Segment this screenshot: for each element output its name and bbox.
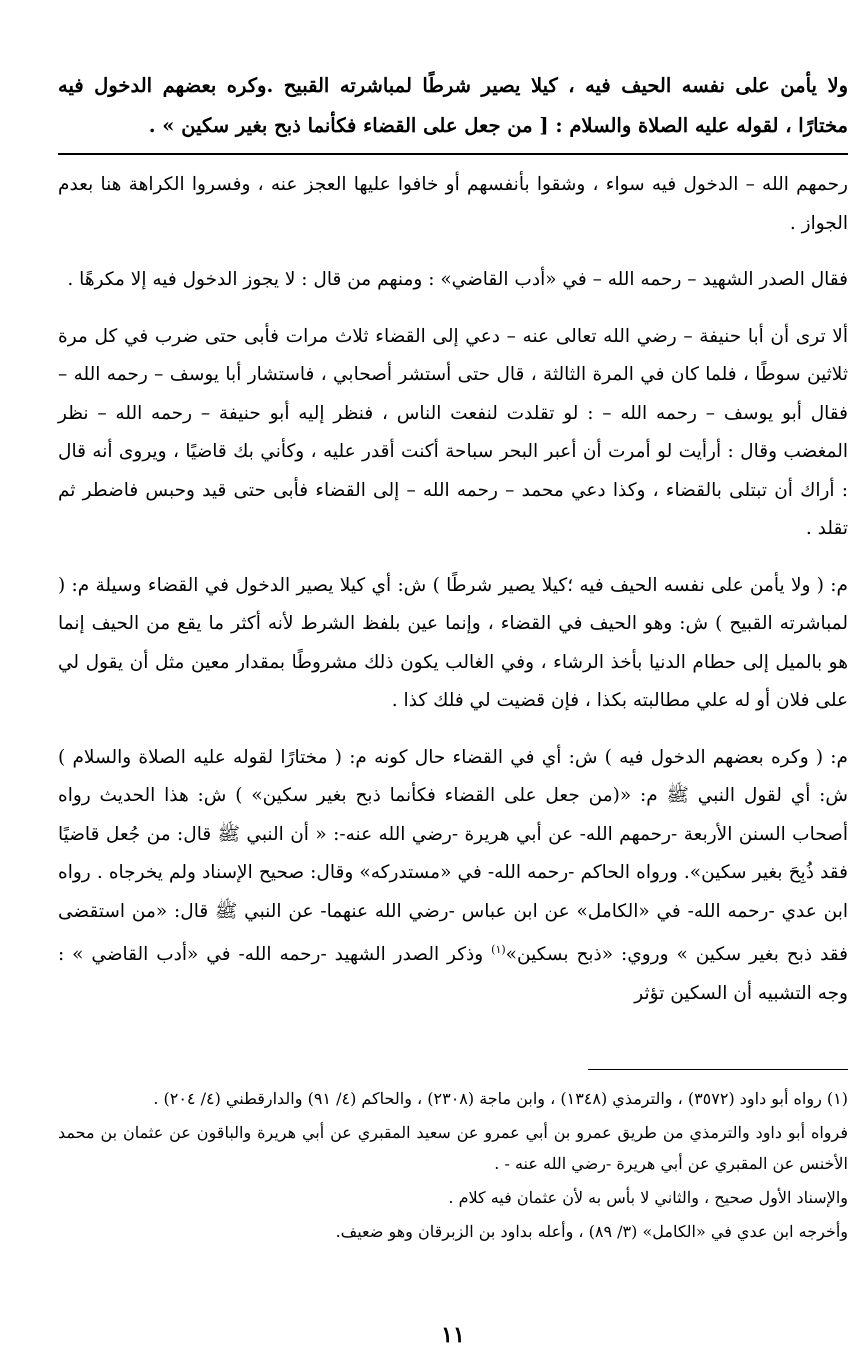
- commentary-paragraph-4: م: ( ولا يأمن على نفسه الحيف فيه ؛كيلا يصير شرطًا ) ش: أي كيلا يصير الدخول في القضاء وسيلة م: ( لمباشرته القبيح ) ش: وهو الحيف في القضاء ، وإنما عين بلفظ الشرط لأنه أكثر ما يقع من الحيف إنما هو بالميل إلى حطام الدنيا بأخذ الرشاء ، وفي الغالب يكون ذلك مشروطًا بمقدار معين مثل أن يقول لي على فلان أو له علي مطالبته بكذا ، فإن قضيت لي فلك كذا .: [58, 574, 848, 711]
- commentary-paragraph-2: فقال الصدر الشهيد – رحمه الله – في «أدب القاضي» : ومنهم من قال : لا يجوز الدخول فيه إلا مكرهًا .: [67, 269, 848, 290]
- commentary-paragraph-1: رحمهم الله – الدخول فيه سواء ، وشقوا بأنفسهم أو خافوا عليها العجز عنه ، وفسروا الكراهة هنا بعدم الجواز .: [58, 174, 848, 234]
- commentary-paragraph-5-tail: وذكر الصدر الشهيد -رحمه الله- في «أدب القاضي » : وجه التشبيه أن السكين تؤثر: [58, 944, 848, 1004]
- matn-separator-line: [58, 153, 848, 155]
- commentary-paragraph-3: ألا ترى أن أبا حنيفة – رضي الله تعالى عنه – دعي إلى القضاء ثلاث مرات فأبى حتى ضرب في كل مرة ثلاثين سوطًا ، فلما كان في المرة الثالثة ، قال حتى أستشر أصحابي ، فاستشار أبا يوسف – رحمه الله – فقال أبو يوسف – رحمه الله – : لو تقلدت لنفعت الناس ، فنظر إليه أبو حنيفة – رحمه الله – نظر المغضب وقال : أرأيت لو أمرت أن أعبر البحر سباحة أكنت أقدر عليه ، وكأني بك قاضيًا ، ويروى أنه قال : أراك أن تبتلى بالقضاء ، وكذا دعي محمد – رحمه الله – إلى القضاء فأبى حتى قيد وحبس فاضطر ثم تقلد .: [58, 325, 848, 539]
- page-number: ١١: [441, 1322, 465, 1348]
- matn-text: ولا يأمن على نفسه الحيف فيه ، كيلا يصير شرطًا لمباشرته القبيح .وكره بعضهم الدخول فيه مختارًا ، لقوله عليه الصلاة والسلام : [ من جعل على القضاء فكأنما ذبح بغير سكين » .: [58, 74, 848, 137]
- book-page: [58, 0, 848, 1367]
- footnote-3: والإسناد الأول صحيح ، والثاني لا بأس به لأن عثمان فيه كلام .: [448, 1188, 848, 1207]
- footnote-marker: (١): [491, 943, 506, 956]
- commentary: [58, 166, 848, 1031]
- footnote-2: فرواه أبو داود والترمذي من طريق عمرو بن أبي عمرو عن سعيد المقبري عن أبي هريرة والباقون عن عثمان بن محمد الأخنس عن المقبري عن أبي هريرة -رضي الله عنه - .: [58, 1123, 848, 1173]
- commentary-paragraph-5: [58, 739, 848, 1014]
- footnote-separator-line: [588, 1069, 848, 1070]
- commentary-paragraph-5-text: م: ( وكره بعضهم الدخول فيه ) ش: أي في القضاء حال كونه م: ( مختارًا لقوله عليه الصلاة والسلام ) ش: أي لقول النبي ﷺ م: «(من جعل على القضاء فكأنما ذبح بغير سكين» ) ش: هذا الحديث رواه أصحاب السنن الأربعة -رحمهم الله- عن أبي هريرة -رضي الله عنه-: « أن النبي ﷺ قال: من جُعل قاضيًا فقد ذُبِحَ بغير سكين». ورواه الحاكم -رحمه الله- في «مستدركه» وقال: صحيح الإسناد ولم يخرجاه . رواه ابن عدي -رحمه الله- في «الكامل» عن ابن عباس -رضي الله عنهما- عن النبي ﷺ قال: «من استقضى فقد ذبح بغير سكين » وروي: «ذبح بسكين»: [58, 746, 848, 966]
- footnote-1: (١) رواه أبو داود (٣٥٧٢) ، والترمذي (١٣٤٨) ، وابن ماجة (٢٣٠٨) ، والحاكم (٤/ ٩١) والدارقطني (٤/ ٢٠٤) .: [153, 1089, 848, 1108]
- footnote-4: وأخرجه ابن عدي في «الكامل» (٣/ ٨٩) ، وأعله بداود بن الزبرقان وهو ضعيف.: [335, 1222, 848, 1241]
- footnotes: [58, 1083, 848, 1250]
